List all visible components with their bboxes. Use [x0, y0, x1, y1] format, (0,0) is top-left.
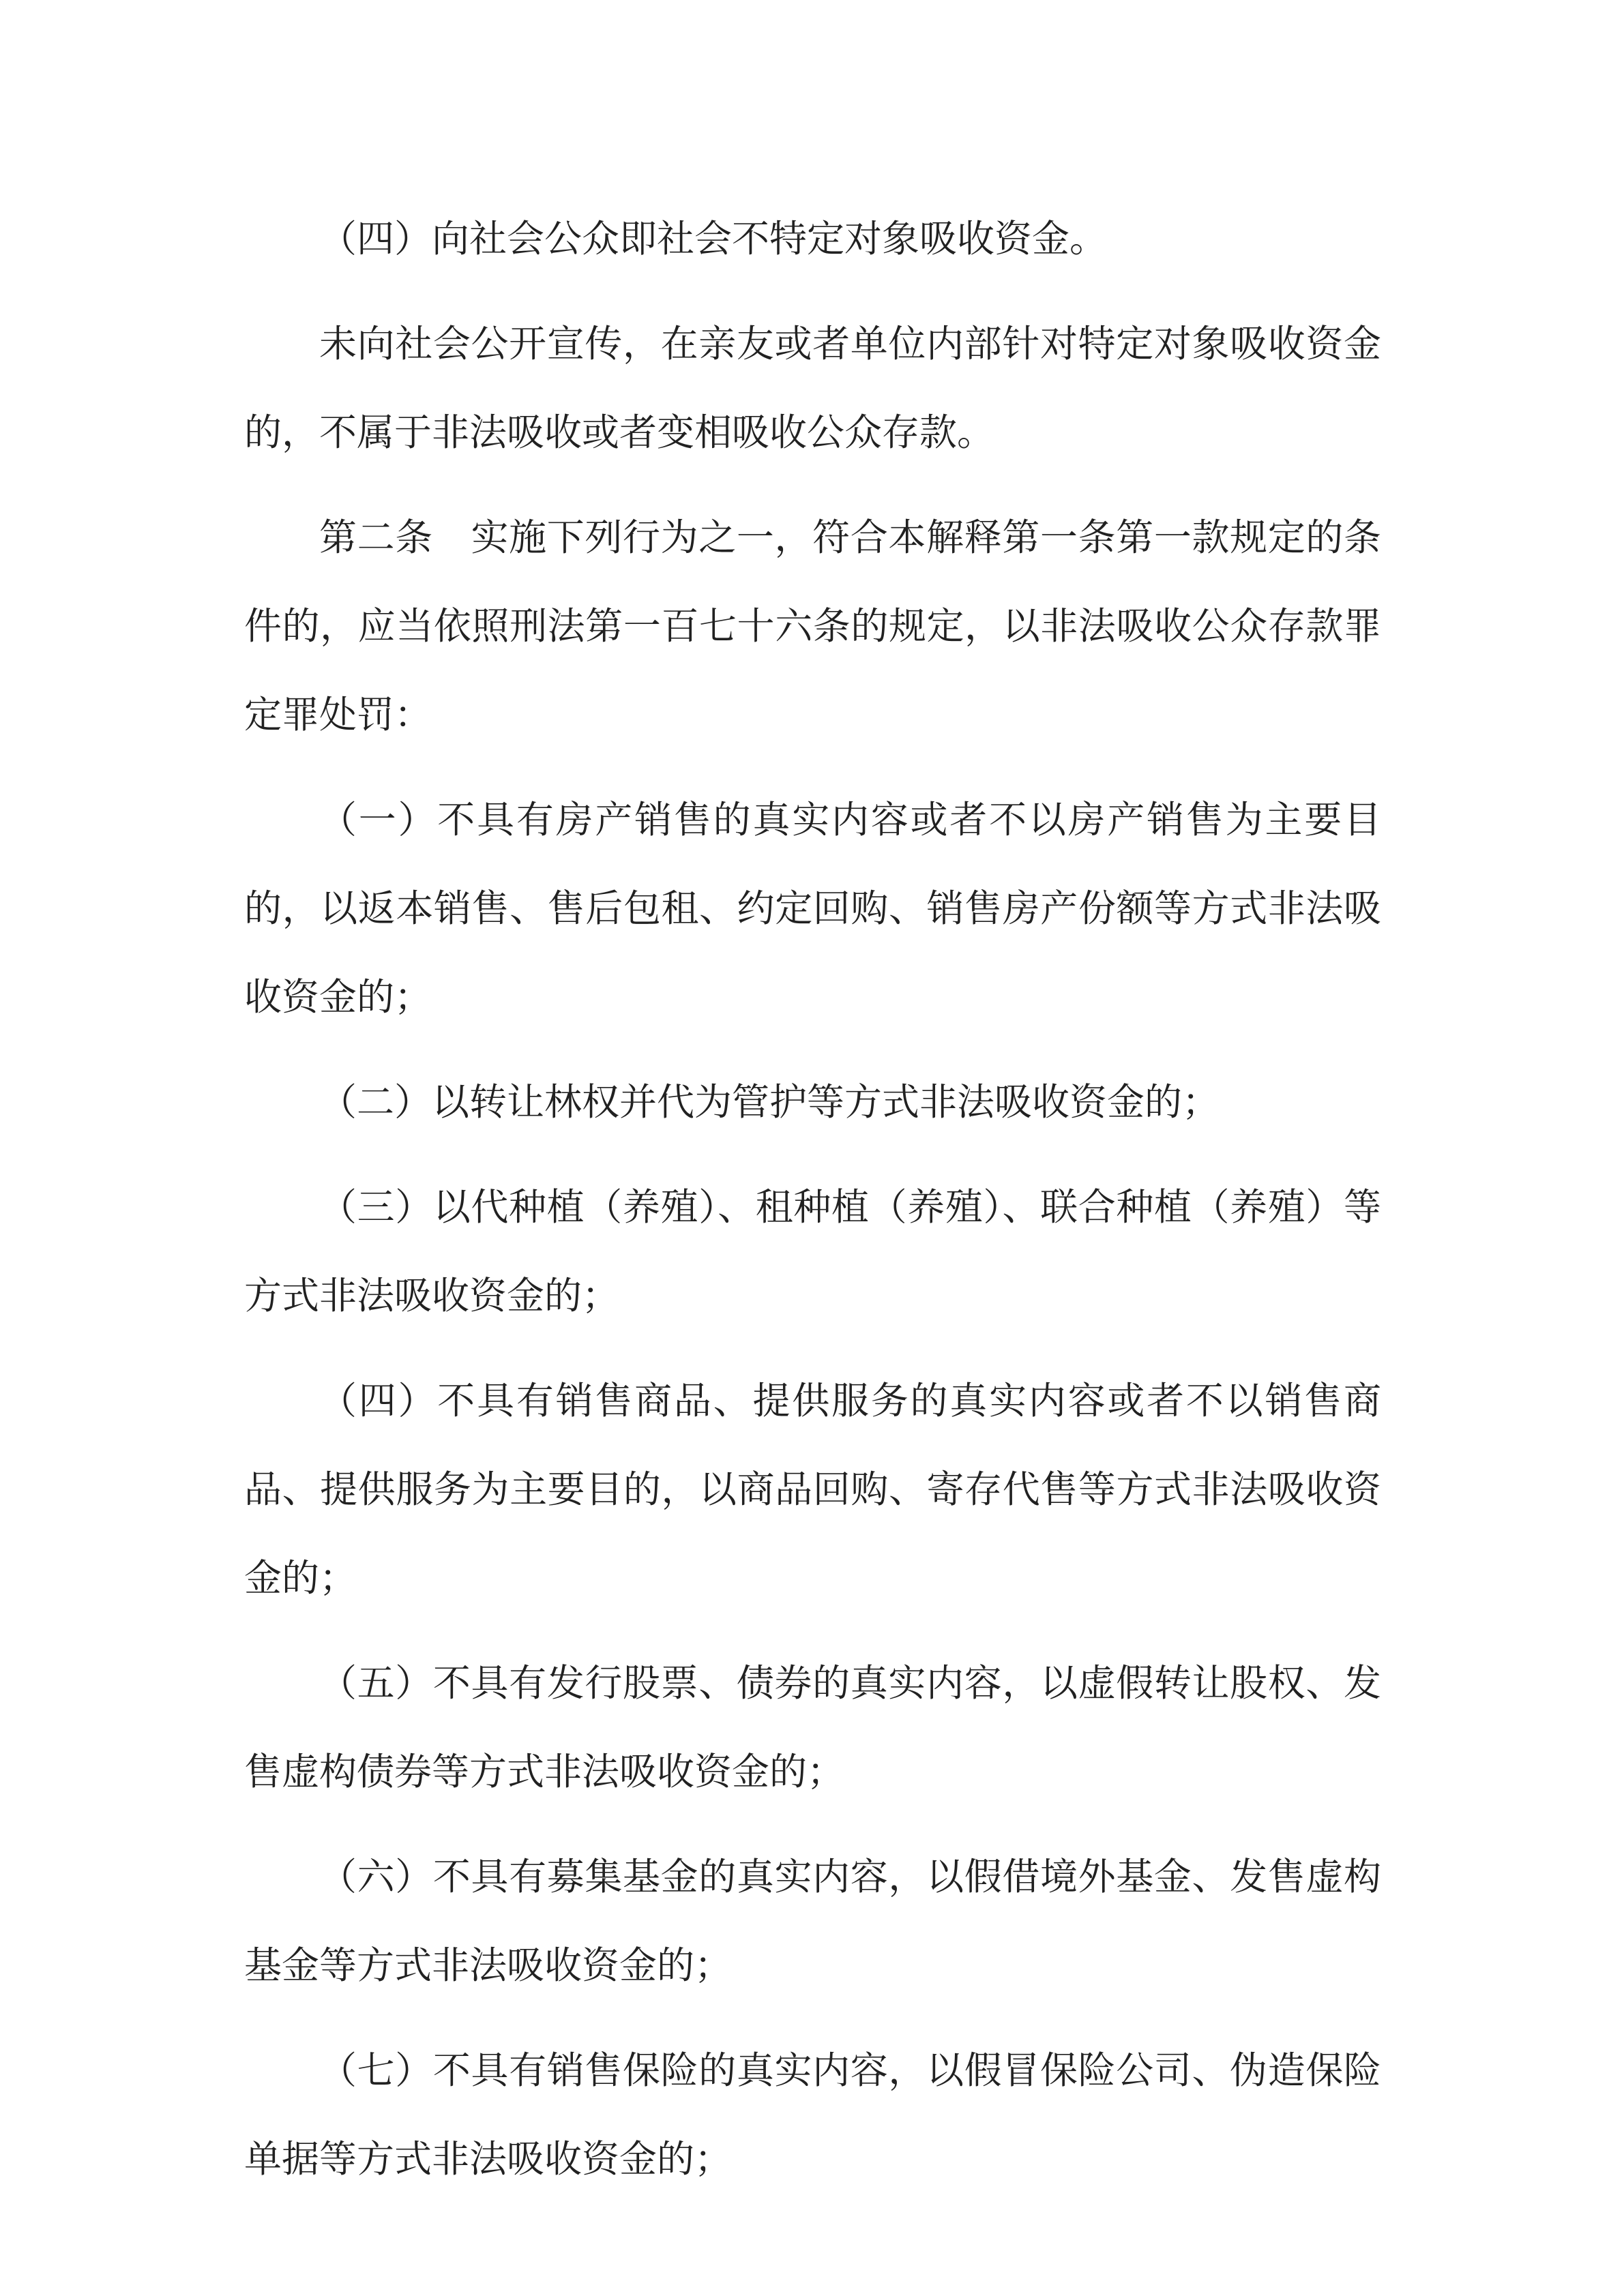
- paragraph: 第二条 实施下列行为之一，符合本解释第一条第一款规定的条件的，应当依照刑法第一百七十六条的规定，以非法吸收公众存款罪定罪处罚：: [244, 516, 1381, 736]
- paragraph: （四）向社会公众即社会不特定对象吸收资金。: [319, 218, 1108, 260]
- paragraph: （二）以转让林权并代为管护等方式非法吸收资金的；: [319, 1081, 1220, 1123]
- paragraph: （三）以代种植（养殖）、租种植（养殖）、联合种植（养殖）等方式非法吸收资金的；: [244, 1186, 1381, 1317]
- paragraph: （一）不具有房产销售的真实内容或者不以房产销售为主要目的，以返本销售、售后包租、约定回购、销售房产份额等方式非法吸收资金的；: [244, 799, 1381, 1018]
- paragraph: 未向社会公开宣传，在亲友或者单位内部针对特定对象吸收资金的，不属于非法吸收或者变相吸收公众存款。: [244, 323, 1381, 453]
- paragraph: （七）不具有销售保险的真实内容，以假冒保险公司、伪造保险单据等方式非法吸收资金的；: [244, 2049, 1381, 2180]
- paragraph: （六）不具有募集基金的真实内容，以假借境外基金、发售虚构基金等方式非法吸收资金的；: [244, 1855, 1381, 1986]
- paragraph: （五）不具有发行股票、债券的真实内容，以虚假转让股权、发售虚构债券等方式非法吸收资金的；: [244, 1662, 1381, 1793]
- paragraph: （四）不具有销售商品、提供服务的真实内容或者不以销售商品、提供服务为主要目的，以商品回购、寄存代售等方式非法吸收资金的；: [244, 1380, 1381, 1599]
